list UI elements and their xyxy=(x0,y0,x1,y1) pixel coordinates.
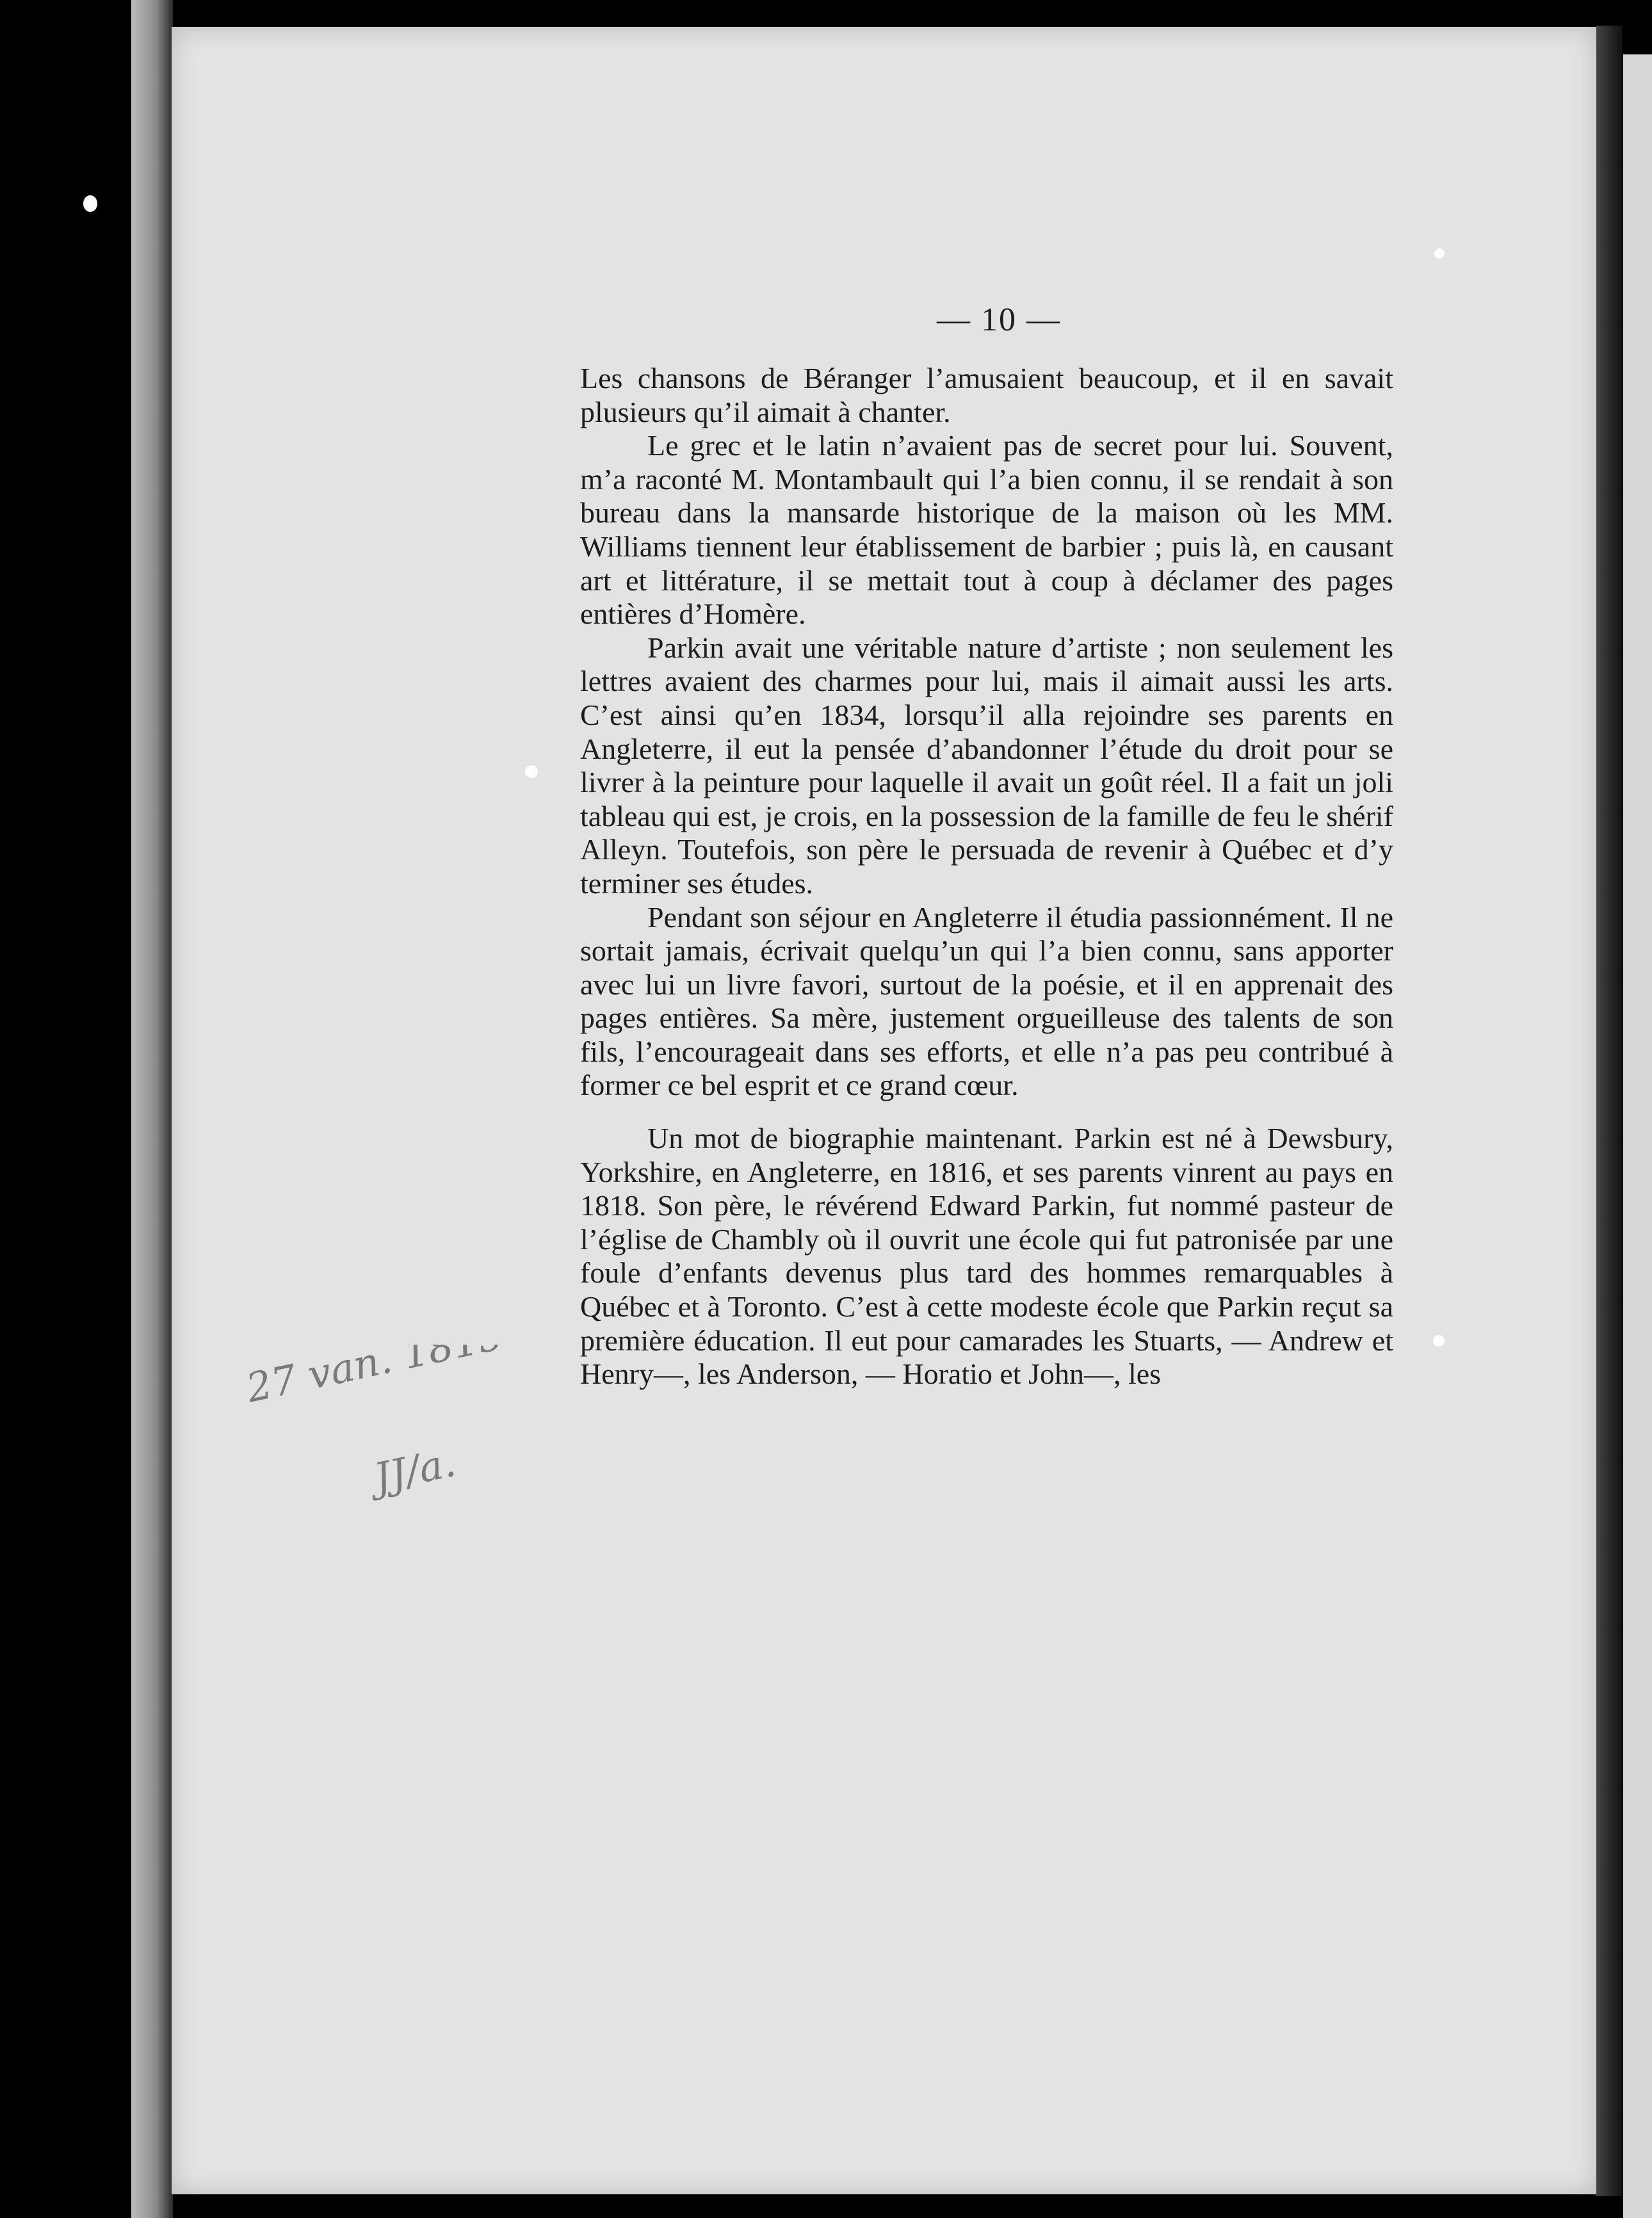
paragraph-1: Les chansons de Béranger l’amusaient beaucoup, et il en savait plusieurs qu’il aimait à chanter. xyxy=(580,362,1393,428)
scan-speck xyxy=(83,195,97,212)
margin-note-drawing xyxy=(250,1345,506,1524)
margin-note-line-2: JJ/a. xyxy=(369,1438,460,1502)
paragraph-4: Pendant son séjour en Angleterre il étudia passionnément. Il ne sortait jamais, écrivait quelqu’un qui l’a bien connu, sans apporter avec lui un livre favori, surtout de la poésie, et il en apprenait des pages entières. Sa mère, justement orgueilleuse des talents de son fils, l’encourageait dans ses efforts, et elle n’a pas peu contribué à former ce bel esprit et ce grand cœur. xyxy=(580,900,1393,1102)
scan-speck xyxy=(1434,248,1445,259)
paragraph-3: Parkin avait une véritable nature d’artiste ; non seulement les lettres avaient des charmes pour lui, mais il aimait aussi les arts. C’est ainsi qu’en 1834, lorsqu’il alla rejoindre ses parents en Angleterre, il eut la pensée d’abandonner l’étude du droit pour se livrer à la peinture pour laquelle il avait un goût réel. Il a fait un joli tableau qui est, je crois, en la possession de la famille de feu le shérif Alleyn. Toutefois, son père le persuada de revenir à Québec et d’y terminer ses études. xyxy=(580,631,1393,900)
paragraph-2: Le grec et le latin n’avaient pas de secret pour lui. Souvent, m’a raconté M. Montambault qui l’a bien connu, il se rendait à son bureau dans la mansarde historique de la maison où les MM. Williams tiennent leur établissement de barbier ; puis là, en causant art et littérature, il se mettait tout à coup à déclamer des pages entières d’Homère. xyxy=(580,429,1393,631)
previous-page-edge xyxy=(131,0,173,2218)
scan-speck xyxy=(1433,1335,1445,1347)
margin-note-line-1: 27 van. 1815 xyxy=(250,1345,506,1412)
gutter-shadow xyxy=(1596,26,1622,2196)
body-text xyxy=(580,362,1393,1391)
scan-speck xyxy=(525,765,538,778)
page-number: — 10 — xyxy=(937,302,1061,338)
handwritten-margin-note xyxy=(250,1345,506,1524)
next-page-edge xyxy=(1623,54,1652,2218)
paragraph-5: Un mot de biographie maintenant. Parkin est né à Dewsbury, Yorkshire, en Angleterre, en 1816, et ses parents vinrent au pays en 1818. Son père, le révérend Edward Parkin, fut nommé pasteur de l’église de Chambly où il ouvrit une école qui fut patronisée par une foule d’enfants devenus plus tard des hommes remarquables à Québec et à Toronto. C’est à cette modeste école que Parkin reçut sa première éducation. Il eut pour camarades les Stuarts, — Andrew et Henry—, les Anderson, — Horatio et John—, les xyxy=(580,1122,1393,1391)
